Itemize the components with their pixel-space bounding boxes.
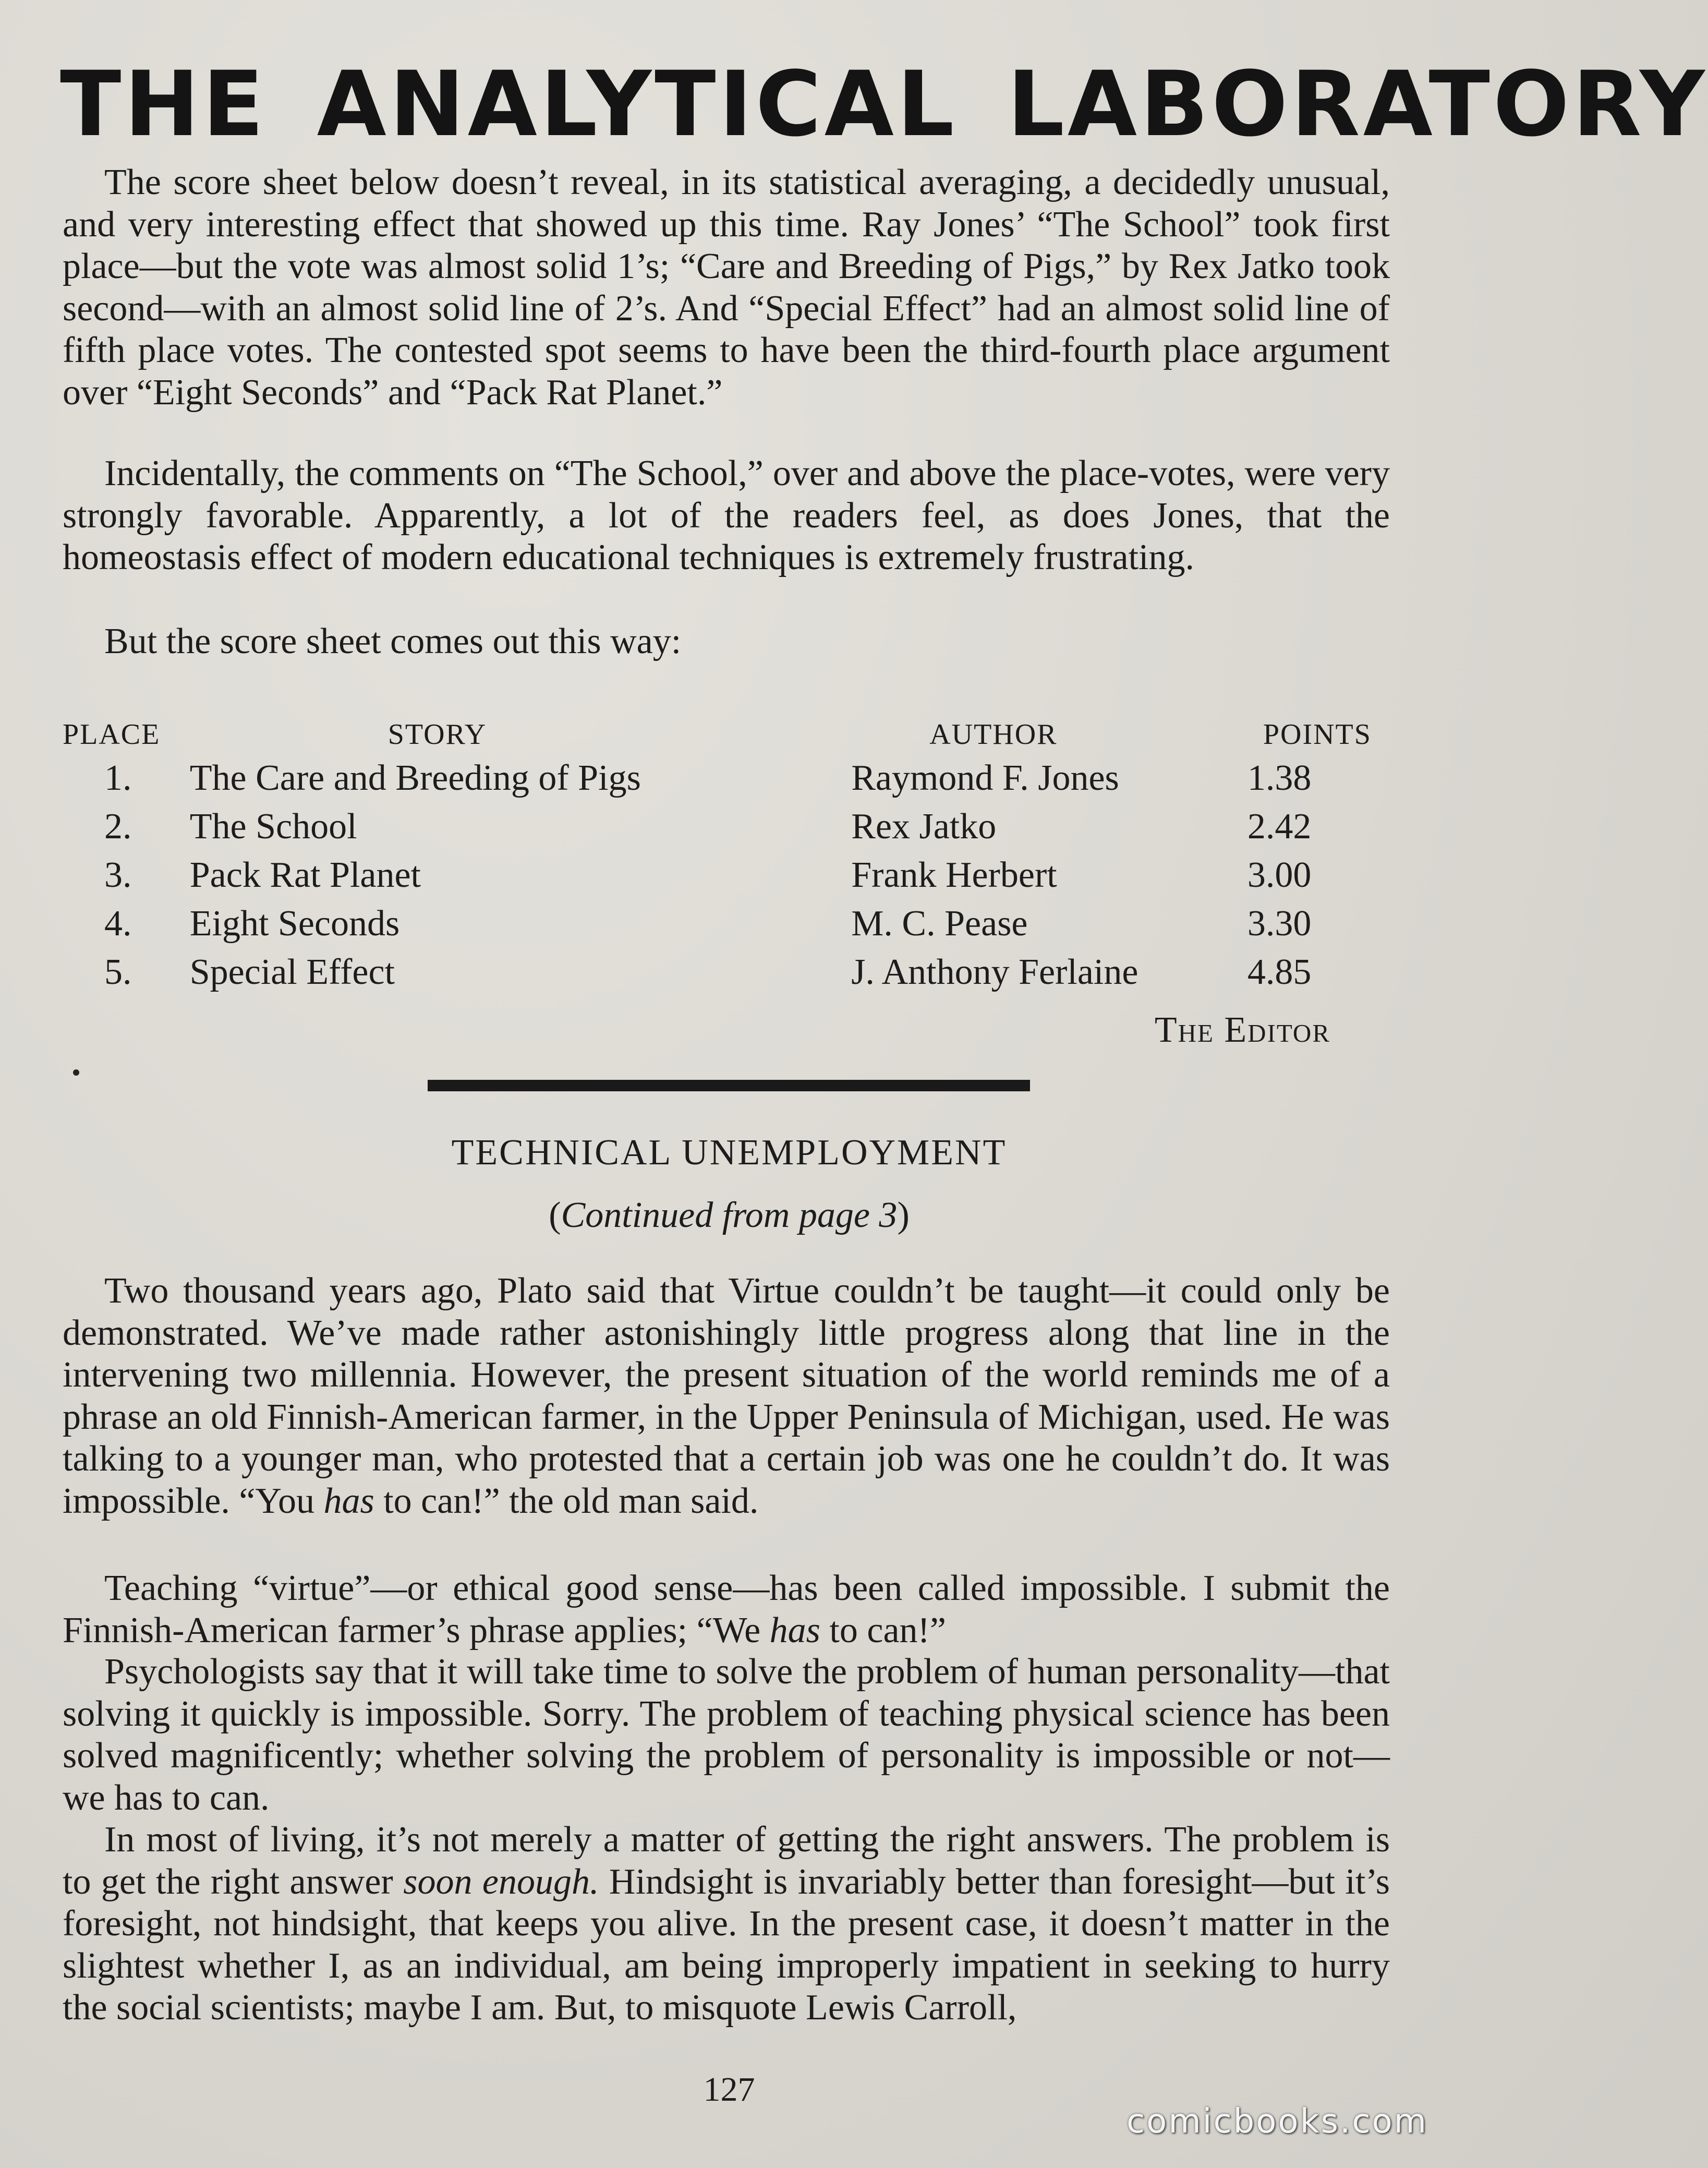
row-story: The School bbox=[189, 806, 357, 847]
row-place: 3. bbox=[104, 854, 132, 895]
body-paragraph-4 bbox=[63, 1819, 1390, 2029]
header-story: STORY bbox=[387, 718, 487, 751]
row-story: Eight Seconds bbox=[189, 903, 400, 944]
continued-note-text: Continued from page 3 bbox=[561, 1195, 898, 1235]
table-row bbox=[63, 948, 1390, 996]
header-points: POINTS bbox=[1263, 718, 1372, 751]
row-points: 2.42 bbox=[1247, 806, 1312, 847]
continued-note-close: ) bbox=[897, 1195, 910, 1235]
row-place: 2. bbox=[104, 806, 132, 847]
header-author: AUTHOR bbox=[929, 718, 1058, 751]
row-points: 1.38 bbox=[1247, 757, 1312, 798]
body-emphasis: has bbox=[323, 1480, 374, 1521]
intro-paragraph-3: But the score sheet comes out this way: bbox=[104, 621, 682, 661]
table-row bbox=[63, 754, 1390, 802]
row-points: 3.30 bbox=[1247, 903, 1312, 944]
row-story: The Care and Breeding of Pigs bbox=[189, 757, 641, 798]
continued-note-open: ( bbox=[549, 1195, 561, 1235]
body-text: In most of living, it’s not merely a matter of getting the right answers. The problem is to get the right answer bbox=[63, 1820, 1390, 1902]
score-table bbox=[63, 715, 1390, 996]
editor-signature: The Editor bbox=[1154, 1010, 1330, 1050]
body-emphasis: has bbox=[769, 1610, 820, 1651]
site-watermark: comicbooks.com bbox=[1126, 2102, 1428, 2141]
row-story: Special Effect bbox=[189, 951, 395, 992]
row-author: Frank Herbert bbox=[851, 854, 1057, 895]
body-paragraph-3: Psychologists say that it will take time to solve the problem of human personality—that solving it quickly is impossible. Sorry. The problem of teaching physical science has been solved magnificently; whether solving the problem of personality is impossible or not—we has to can. bbox=[63, 1652, 1390, 1818]
row-place: 1. bbox=[104, 757, 132, 798]
body-emphasis: soon enough. bbox=[403, 1861, 599, 1902]
section-title: TECHNICAL UNEMPLOYMENT bbox=[451, 1133, 1007, 1173]
continued-note bbox=[0, 1195, 1458, 1236]
score-table-header bbox=[63, 715, 1390, 754]
body-text: to can!” the old man said. bbox=[374, 1480, 759, 1521]
body-paragraph-2 bbox=[63, 1568, 1390, 1652]
header-place: PLACE bbox=[63, 718, 161, 751]
body-text: Teaching “virtue”—or ethical good sense—has been called impossible. I submit the Finnish-American farmer’s phrase applies; “We bbox=[63, 1568, 1390, 1651]
body-text: Hindsight is invariably better than foresight—but it’s foresight, not hindsight, that keeps you alive. In the present case, it doesn’t matter in the slightest whether I, as an individual, am being improperly impatient in seeking to hurry the social scientists; maybe I am. But, to misquote Lewis Carroll, bbox=[63, 1861, 1390, 2028]
section-divider bbox=[428, 1080, 1030, 1091]
table-row bbox=[63, 899, 1390, 948]
page-heading: THE ANALYTICAL LABORATORY bbox=[60, 52, 1708, 156]
table-row bbox=[63, 802, 1390, 851]
row-author: J. Anthony Ferlaine bbox=[851, 951, 1138, 992]
intro-paragraph-1: The score sheet below doesn’t reveal, in its statistical averaging, a decidedly unusual, and very interesting effect that showed up this time. Ray Jones’ “The School” took first place—but the vote was almost solid 1’s; “Care and Breeding of Pigs,” by Rex Jatko took second—with an almost solid line of 2’s. And “Special Effect” had an almost solid line of fifth place votes. The contested spot seems to have been the third-fourth place argument over “Eight Seconds” and “Pack Rat Planet.” bbox=[63, 162, 1390, 413]
row-author: M. C. Pease bbox=[851, 903, 1028, 944]
row-author: Rex Jatko bbox=[851, 806, 997, 847]
row-author: Raymond F. Jones bbox=[851, 757, 1119, 798]
intro-paragraph-2: Incidentally, the comments on “The School,” over and above the place-votes, were very strongly favorable. Apparently, a lot of the readers feel, as does Jones, that the homeostasis effect of modern educational techniques is extremely frustrating. bbox=[63, 453, 1390, 577]
body-paragraph-1 bbox=[63, 1270, 1390, 1522]
row-points: 3.00 bbox=[1247, 854, 1312, 895]
body-text: to can!” bbox=[820, 1610, 946, 1651]
row-place: 4. bbox=[104, 903, 132, 944]
body-text: Two thousand years ago, Plato said that Virtue couldn’t be taught—it could only be demonstrated. We’ve made rather astonishingly little progress along that line in the intervening two millennia. However, the present situation of the world reminds me of a phrase an old Finnish-American farmer, in the Upper Peninsula of Michigan, used. He was talking to a younger man, who protested that a certain job was one he couldn’t do. It was impossible. “You bbox=[63, 1271, 1390, 1521]
ink-speck bbox=[73, 1069, 79, 1076]
page-number: 127 bbox=[703, 2070, 755, 2109]
table-row bbox=[63, 851, 1390, 899]
row-points: 4.85 bbox=[1247, 951, 1312, 992]
row-place: 5. bbox=[104, 951, 132, 992]
row-story: Pack Rat Planet bbox=[189, 854, 421, 895]
